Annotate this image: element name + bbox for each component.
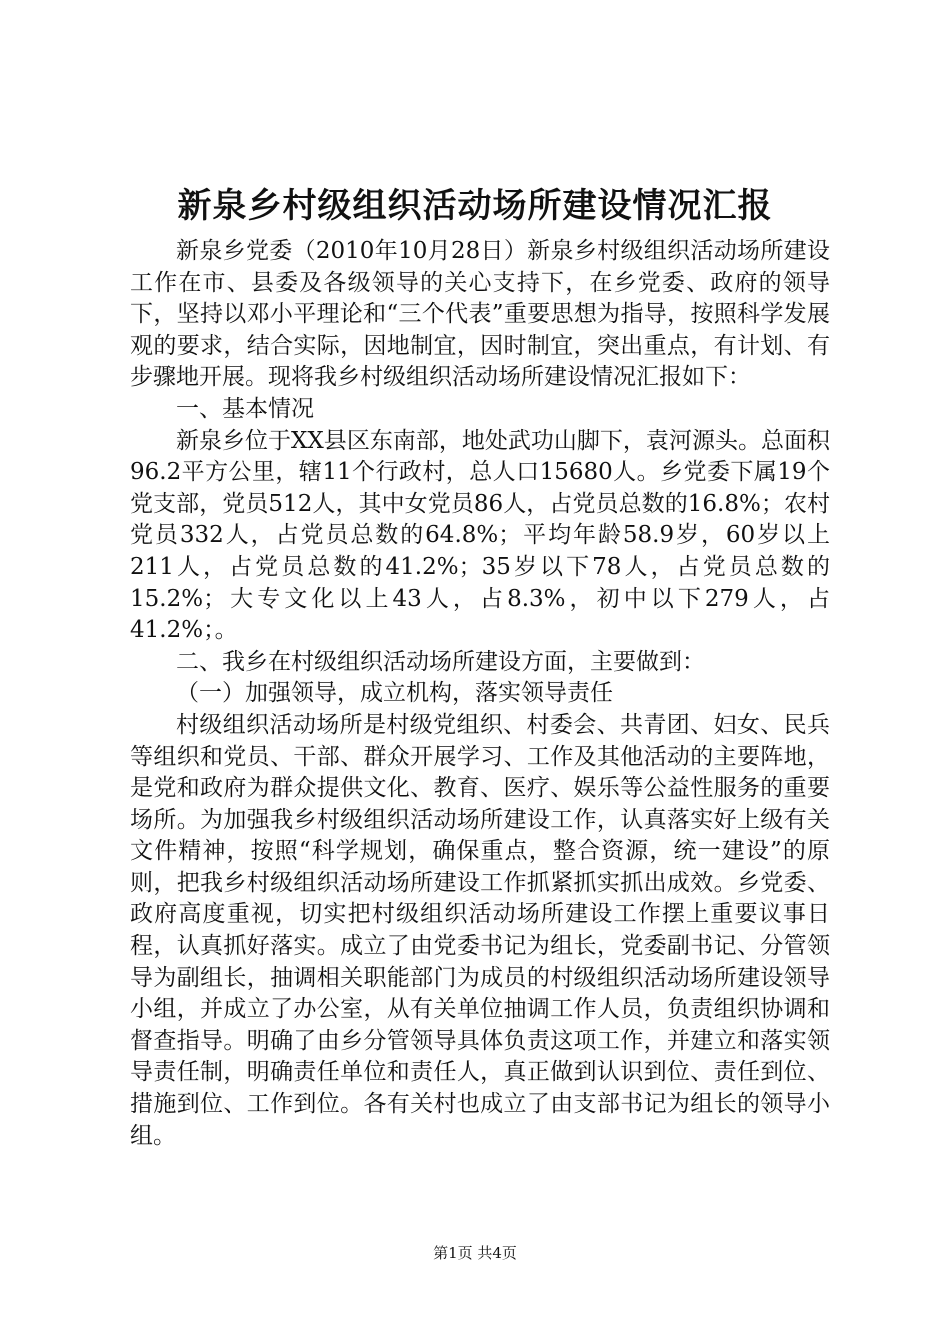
intro-paragraph: 新泉乡党委（2010年10月28日）新泉乡村级组织活动场所建设工作在市、县委及各级领导的关心支持下，在乡党委、政府的领导下，坚持以邓小平理论和“三个代表”重要思想为指导，按照科学发展观的要求，结合实际，因地制宜，因时制宜，突出重点，有计划、有步骤地开展。现将我乡村级组织活动场所建设情况汇报如下： (130, 238, 830, 391)
section-heading-main-work: 二、我乡在村级组织活动场所建设方面，主要做到： (176, 648, 705, 675)
section-heading-basic-situation: 一、基本情况 (176, 395, 314, 422)
leadership-paragraph: 村级组织活动场所是村级党组织、村委会、共青团、妇女、民兵等组织和党员、干部、群众开展学习、工作及其他活动的主要阵地，是党和政府为群众提供文化、教育、医疗、娱乐等公益性服务的重要场所。为加强我乡村级组织活动场所建设工作，认真落实好上级有关文件精神，按照“科学规划，确保重点，整合资源，统一建设”的原则，把我乡村级组织活动场所建设工作抓紧抓实抓出成效。乡党委、政府高度重视，切实把村级组织活动场所建设工作摆上重要议事日程，认真抓好落实。成立了由党委书记为组长，党委副书记、分管领导为副组长，抽调相关职能部门为成员的村级组织活动场所建设领导小组，并成立了办公室，从有关单位抽调工作人员，负责组织协调和督查指导。明确了由乡分管领导具体负责这项工作，并建立和落实领导责任制，明确责任单位和责任人，真正做到认识到位、责任到位、措施到位、工作到位。各有关村也成立了由支部书记为组长的领导小组。 (130, 711, 830, 1149)
document-body (130, 236, 830, 1152)
page-footer: 第1页 共4页 (433, 1244, 517, 1262)
document-title: 新泉乡村级组织活动场所建设情况汇报 (177, 186, 773, 226)
basic-situation-paragraph: 新泉乡位于XX县区东南部，地处武功山脚下，袁河源头。总面积96.2平方公里，辖11个行政村，总人口15680人。乡党委下属19个党支部，党员512人，其中女党员86人，占党员总数的16.8%；农村党员332人，占党员总数的64.8%；平均年龄58.9岁，60岁以上211人，占党员总数的41.2%；35岁以下78人，占党员总数的15.2%；大专文化以上43人，占8.3%，初中以下279人，占41.2%；。 (130, 427, 830, 644)
subsection-heading-leadership: （一）加强领导，成立机构，落实领导责任 (176, 680, 613, 707)
